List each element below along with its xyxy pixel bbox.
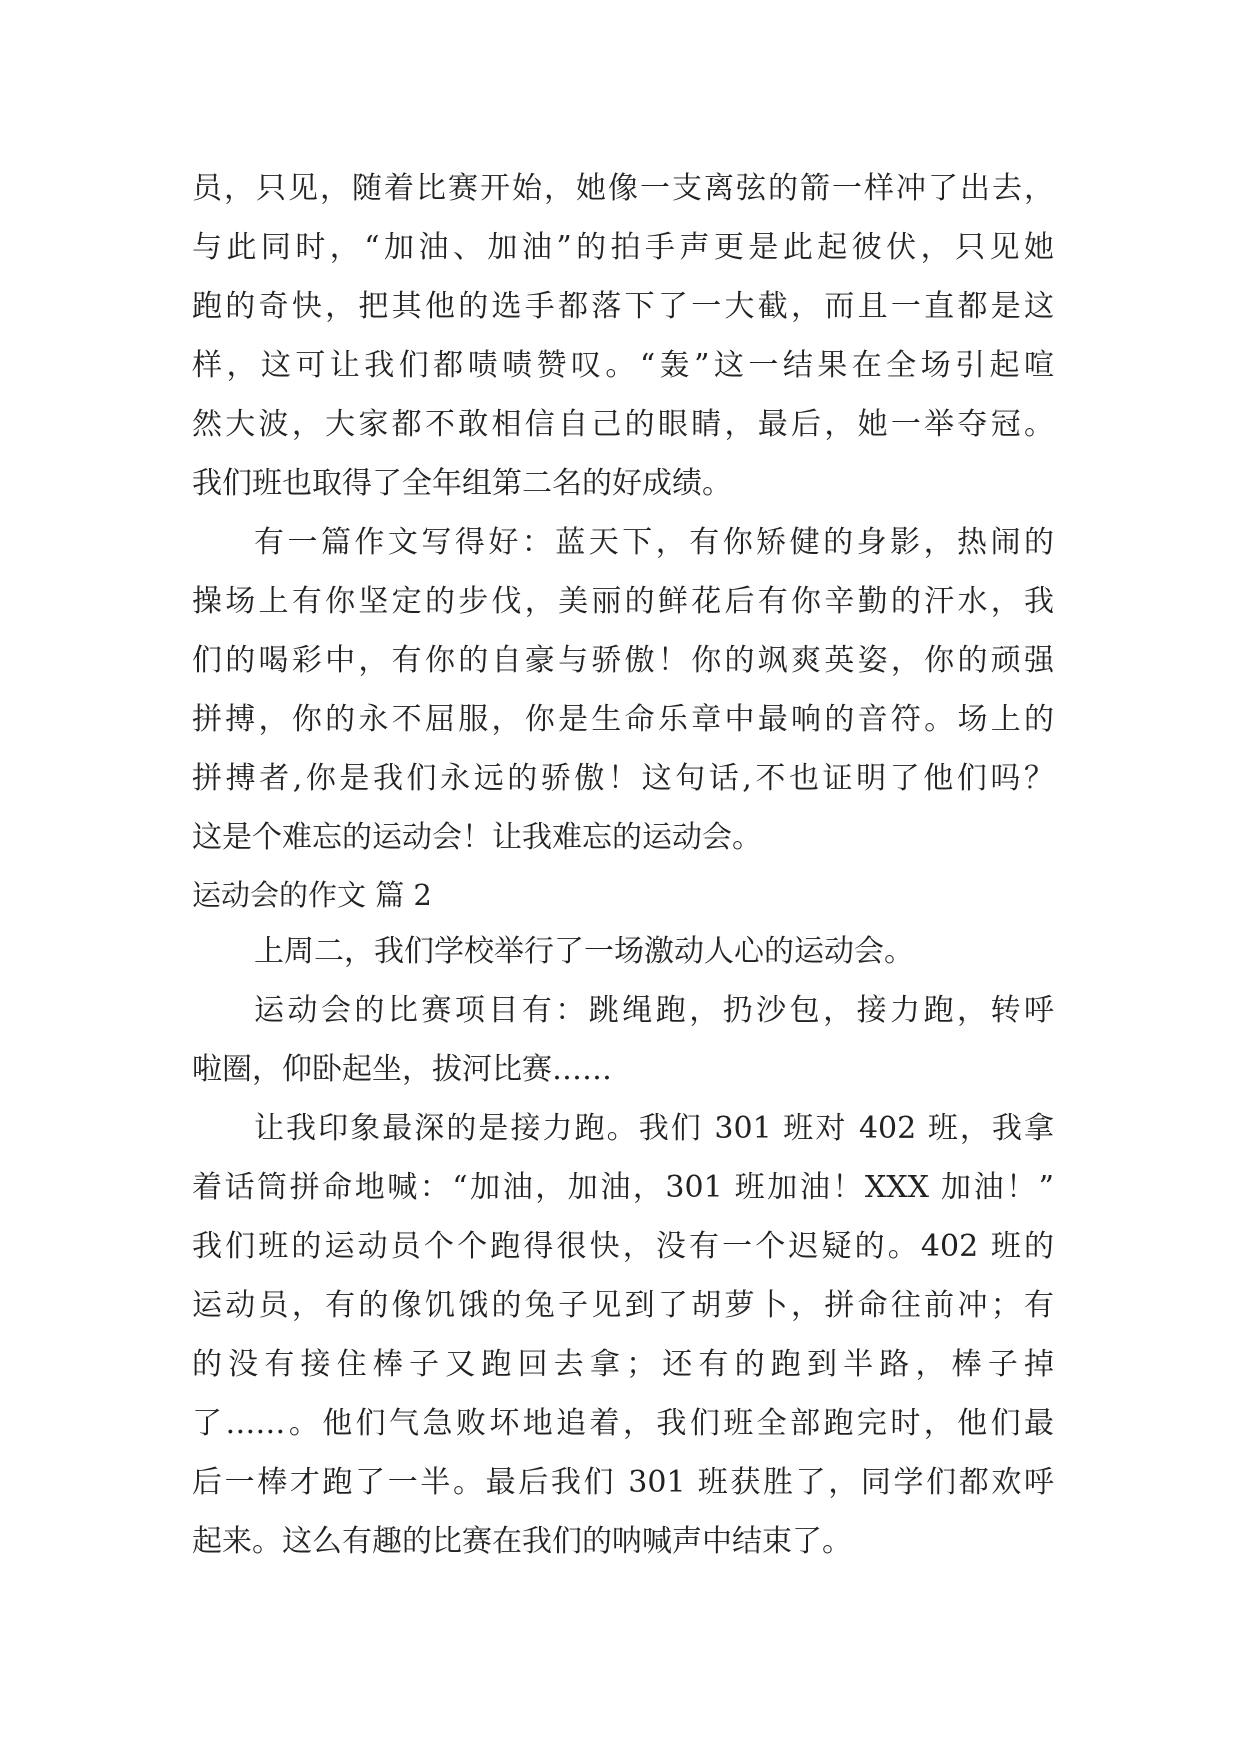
text-line: 样，这可让我们都啧啧赞叹。“轰”这一结果在全场引起喧 — [192, 348, 1054, 383]
text-line: 跑的奇快，把其他的选手都落下了一大截，而且一直都是这 — [192, 289, 1054, 324]
text-line: 啦圈，仰卧起坐，拔河比赛…… — [192, 1052, 612, 1087]
text-line: 操场上有你坚定的步伐，美丽的鲜花后有你辛勤的汗水，我 — [192, 584, 1054, 619]
text-line: 然大波，大家都不敢相信自己的眼睛，最后，她一举夺冠。 — [192, 407, 1054, 442]
text-line: 这是个难忘的运动会！让我难忘的运动会。 — [192, 820, 762, 855]
text-line: 了……。他们气急败坏地追着，我们班全部跑完时，他们最 — [192, 1406, 1054, 1441]
paragraph-first-line: 运动会的比赛项目有：跳绳跑，扔沙包，接力跑，转呼 — [254, 993, 1054, 1028]
text-line: 员，只见，随着比赛开始，她像一支离弦的箭一样冲了出去， — [192, 171, 1054, 206]
paragraph-first-line: 有一篇作文写得好：蓝天下，有你矫健的身影，热闹的 — [254, 525, 1054, 560]
paragraph-first-line: 上周二，我们学校举行了一场激动人心的运动会。 — [254, 934, 914, 969]
text-line: 的没有接住棒子又跑回去拿；还有的跑到半路，棒子掉 — [192, 1347, 1054, 1382]
text-line: 我们班也取得了全年组第二名的好成绩。 — [192, 466, 732, 501]
text-line: 我们班的运动员个个跑得很快，没有一个迟疑的。402 班的 — [192, 1229, 1054, 1264]
text-line: 后一棒才跑了一半。最后我们 301 班获胜了，同学们都欢呼 — [192, 1465, 1054, 1500]
text-line: 们的喝彩中，有你的自豪与骄傲！你的飒爽英姿，你的顽强 — [192, 643, 1054, 678]
text-line: 拼搏者,你是我们永远的骄傲！这句话,不也证明了他们吗？ — [192, 761, 1054, 796]
section-heading: 运动会的作文 篇 2 — [192, 878, 432, 912]
text-line: 与此同时，“加油、加油”的拍手声更是此起彼伏，只见她 — [192, 230, 1054, 265]
text-line: 运动员，有的像饥饿的兔子见到了胡萝卜，拼命往前冲；有 — [192, 1288, 1054, 1323]
text-line: 起来。这么有趣的比赛在我们的呐喊声中结束了。 — [192, 1524, 852, 1559]
text-line: 拼搏，你的永不屈服，你是生命乐章中最响的音符。场上的 — [192, 702, 1054, 737]
text-line: 着话筒拼命地喊：“加油，加油，301 班加油！XXX 加油！” — [192, 1170, 1054, 1205]
paragraph-first-line: 让我印象最深的是接力跑。我们 301 班对 402 班，我拿 — [254, 1111, 1054, 1146]
